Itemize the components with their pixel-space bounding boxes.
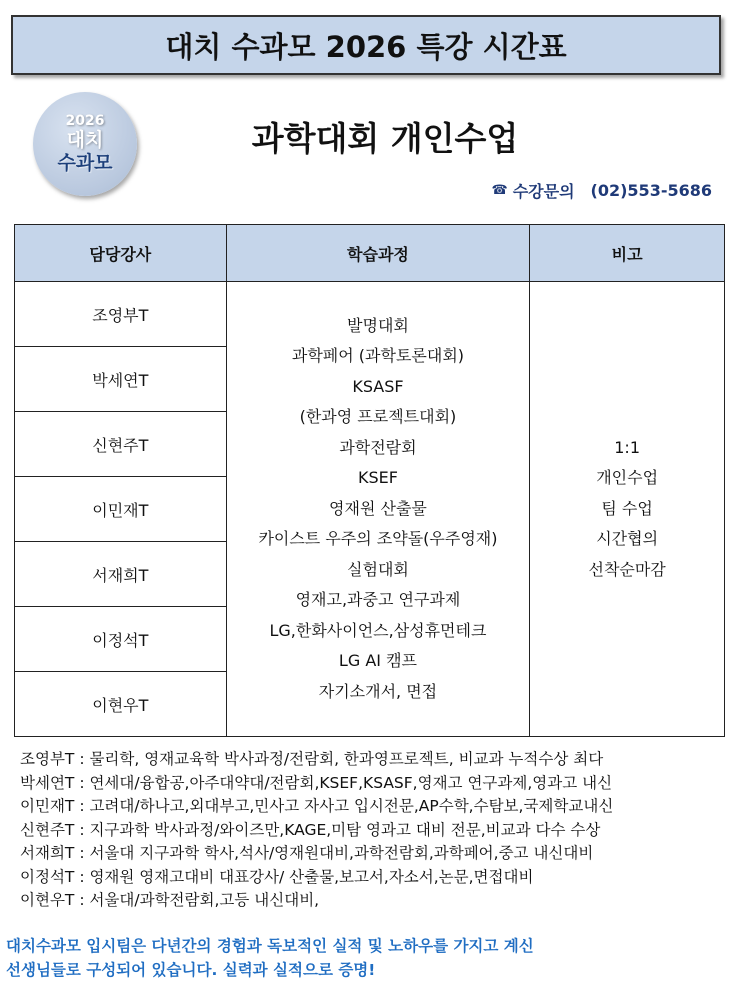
course-item: KSASF <box>352 376 404 396</box>
course-item: 영재원 산출물 <box>329 498 427 518</box>
footer-note <box>6 934 726 982</box>
teacher-cell: 이민재T <box>15 477 227 542</box>
teacher-cell: 조영부T <box>15 282 227 347</box>
header-course: 학습과정 <box>226 225 530 282</box>
teacher-cell: 신현주T <box>15 412 227 477</box>
header-teacher: 담당강사 <box>15 225 227 282</box>
teacher-bios <box>20 748 720 913</box>
teacher-cell: 박세연T <box>15 347 227 412</box>
course-item: LG,한화사이언스,삼성휴먼테크 <box>269 620 487 640</box>
course-item: 과학페어 (과학토론대회) <box>291 346 465 366</box>
course-item: LG AI 캠프 <box>338 651 417 671</box>
note-item: 개인수업 <box>596 468 659 488</box>
note-item: 팀 수업 <box>601 498 653 518</box>
bio-line: 조영부T : 물리학, 영재교육학 박사과정/전람회, 한과영프로젝트, 비교과 누적수상 최다 <box>20 750 604 768</box>
footer-line2: 선생님들로 구성되어 있습니다. 실력과 실적으로 증명! <box>6 961 376 979</box>
academy-logo <box>33 92 137 196</box>
bio-line: 서재희T : 서울대 지구과학 학사,석사/영재원대비,과학전람회,과학페어,중고 내신대비 <box>20 844 594 862</box>
logo-line1: 대치 <box>66 129 104 151</box>
bio-line: 박세연T : 연세대/융합공,아주대약대/전람회,KSEF,KSASF,영재고 연구과제,영과고 내신 <box>20 773 613 792</box>
contact-info <box>492 179 713 202</box>
page-title-banner <box>11 15 721 75</box>
logo-year: 2026 <box>65 113 105 129</box>
teacher-cell: 이정석T <box>15 607 227 672</box>
bio-line: 이민재T : 고려대/하나고,외대부고,민사고 자사고 입시전문,AP수학,수탐보,국제학교내신 <box>20 797 614 815</box>
course-item: (한과영 프로젝트대회) <box>299 407 457 427</box>
teacher-cell: 서재희T <box>15 542 227 607</box>
note-item: 선착순마감 <box>588 559 666 579</box>
logo-line2: 수과모 <box>57 152 113 174</box>
bio-line: 이정석T : 영재원 영재고대비 대표강사/ 산출물,보고서,자소서,논문,면접대비 <box>20 867 534 886</box>
course-item: 실험대회 <box>347 559 409 579</box>
table-row <box>15 282 725 347</box>
table-header-row <box>15 225 725 282</box>
course-item: 발명대회 <box>347 315 409 335</box>
phone-icon: ☎ <box>491 183 508 198</box>
header-note: 비고 <box>530 225 725 282</box>
course-subtitle: 과학대회 개인수업 <box>251 119 519 158</box>
contact-label: 수강문의 <box>512 182 575 201</box>
course-item: 자기소개서, 면접 <box>318 681 438 701</box>
schedule-table <box>14 224 725 737</box>
footer-line1: 대치수과모 입시팀은 다년간의 경험과 독보적인 실적 및 노하우를 가지고 계신 <box>6 937 534 955</box>
bio-line: 신현주T : 지구과학 박사과정/와이즈만,KAGE,미탐 영과고 대비 전문,비교과 다수 수상 <box>20 820 601 839</box>
teacher-cell: 이현우T <box>15 672 227 737</box>
note-list <box>530 282 725 737</box>
course-item: 과학전람회 <box>339 437 417 457</box>
note-item: 1:1 <box>614 437 640 457</box>
course-item: 영재고,과중고 연구과제 <box>295 590 461 610</box>
course-item: 카이스트 우주의 조약돌(우주영재) <box>258 529 498 549</box>
course-item: KSEF <box>357 468 398 488</box>
page-title: 대치 수과모 2026 특강 시간표 <box>165 29 567 64</box>
course-list <box>226 282 530 737</box>
bio-line: 이현우T : 서울대/과학전람회,고등 내신대비, <box>20 891 320 909</box>
contact-phone: (02)553-5686 <box>590 181 712 200</box>
note-item: 시간협의 <box>596 529 659 549</box>
